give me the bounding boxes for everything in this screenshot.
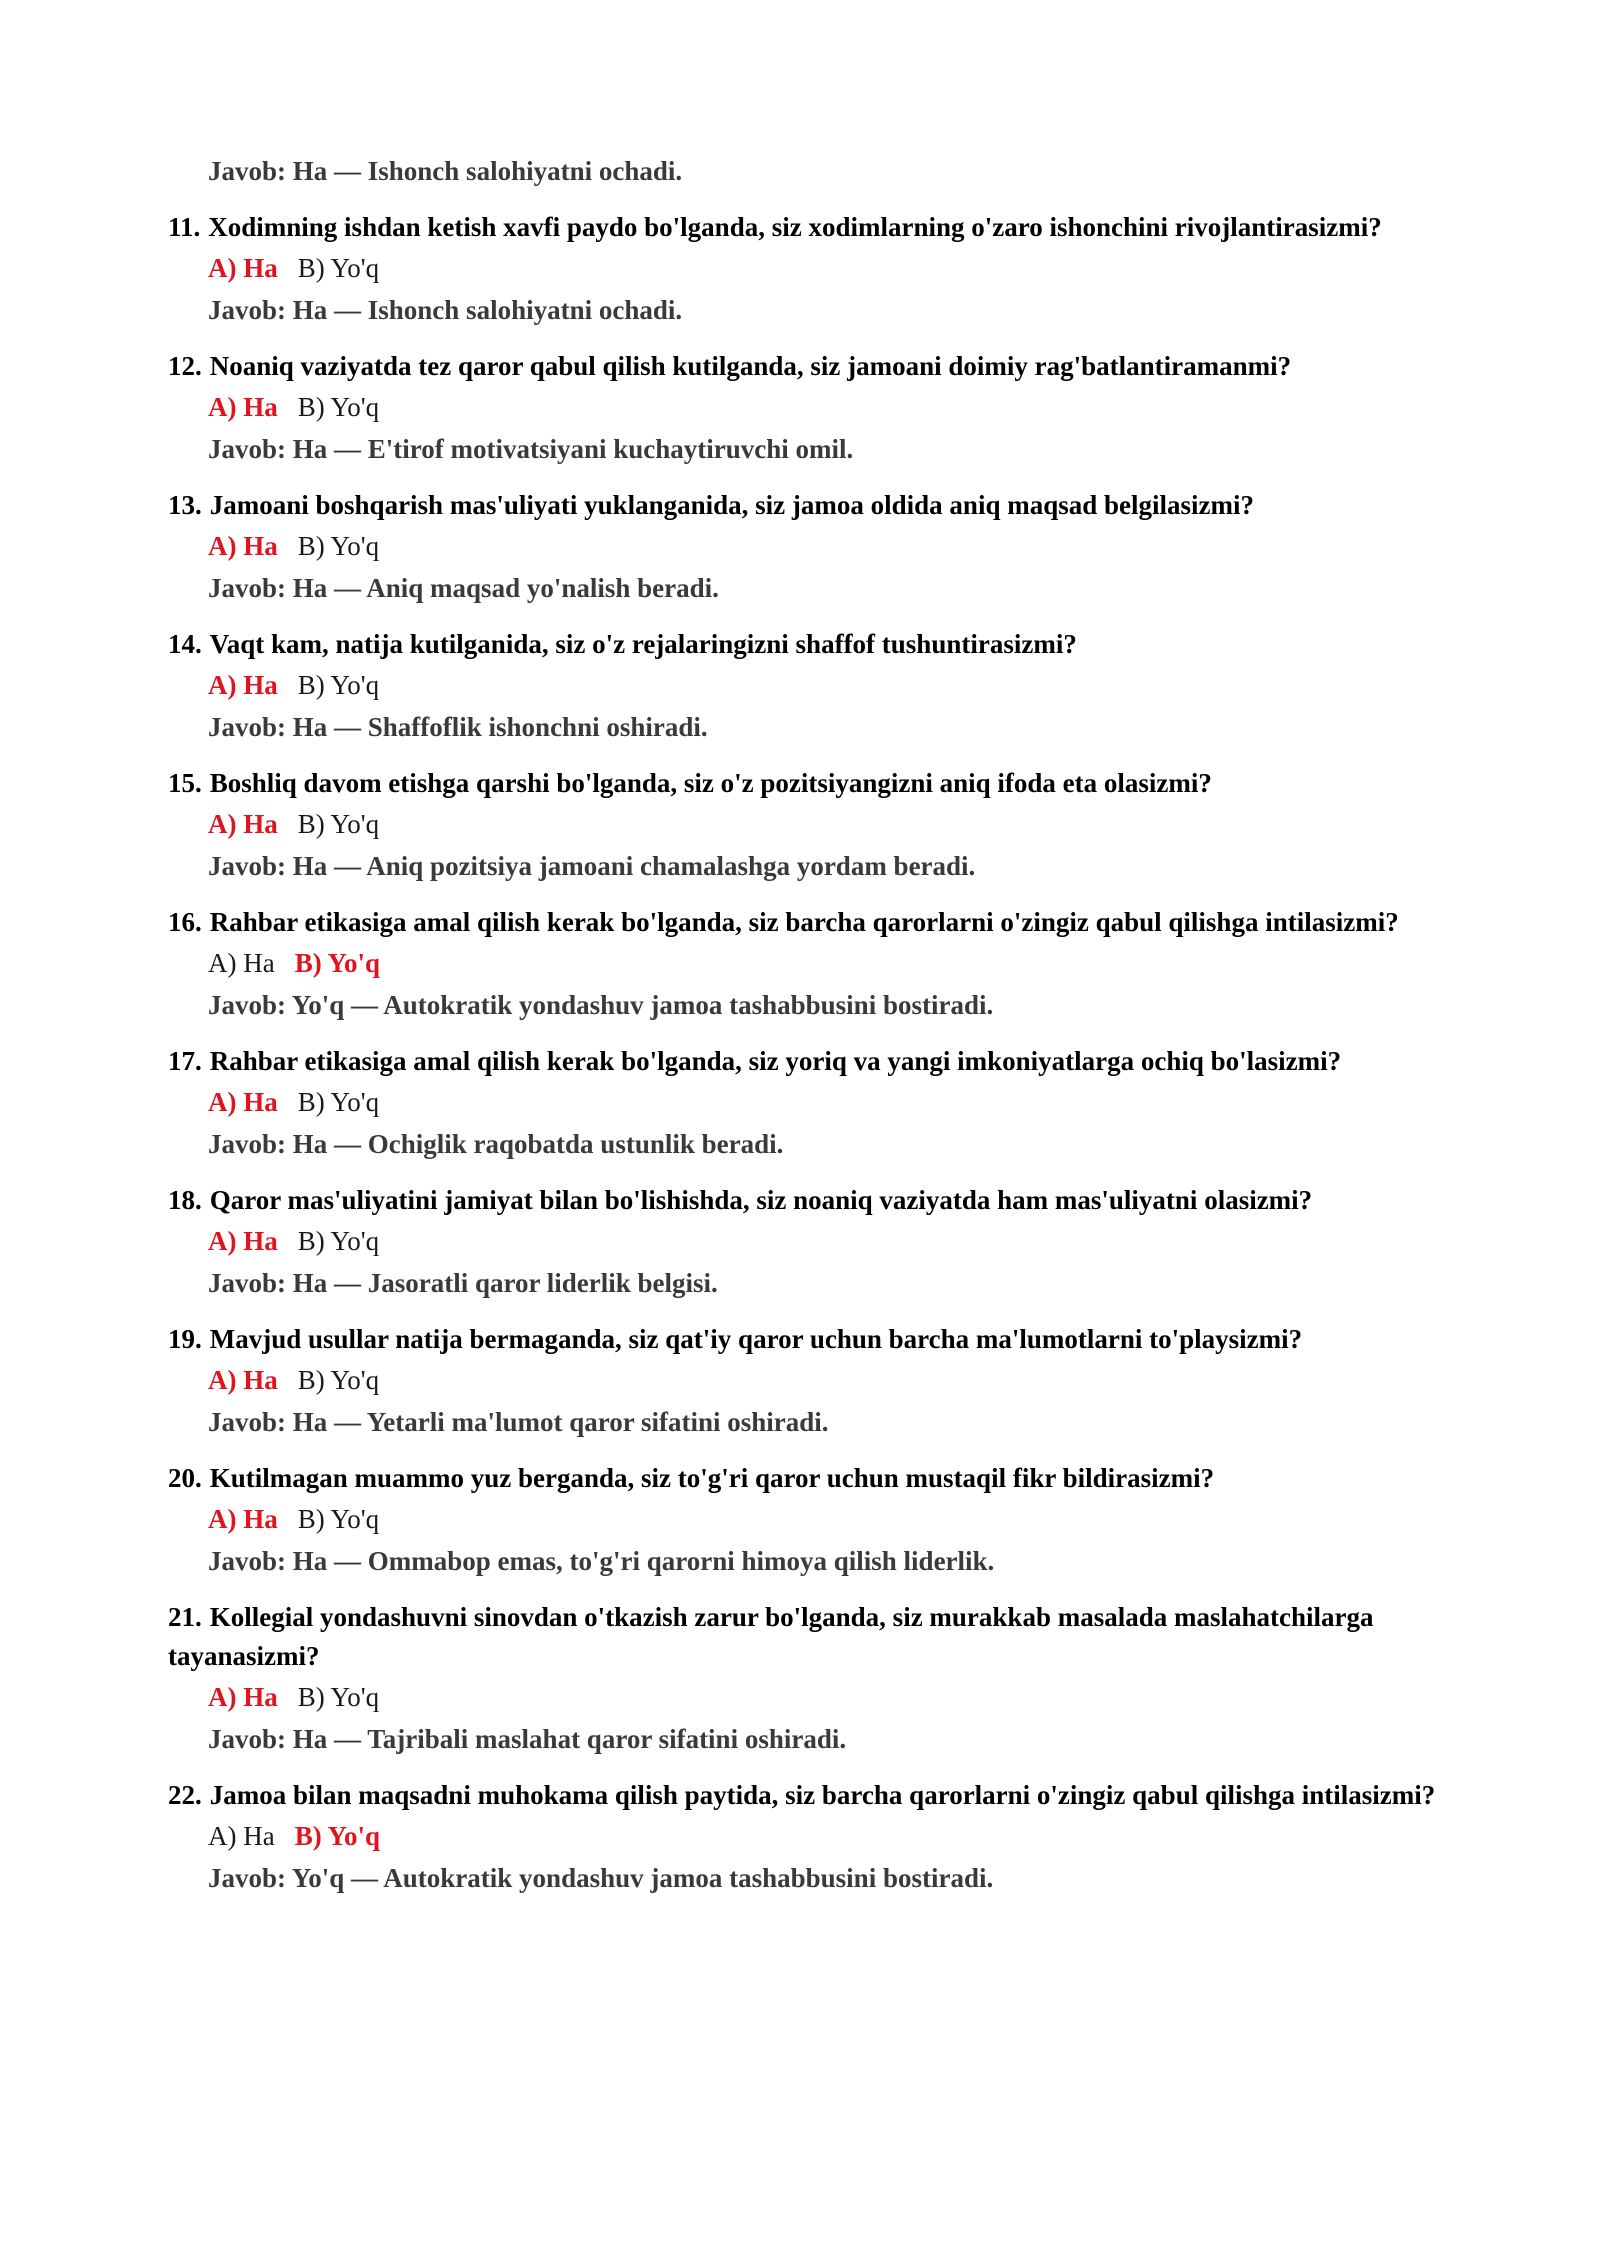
option-b: B) Yo'q <box>297 392 380 422</box>
question-number: 14. <box>168 629 202 659</box>
question-text <box>168 764 1458 803</box>
question-number: 19. <box>168 1324 202 1354</box>
question-list <box>168 208 1458 1899</box>
question-prompt: Kollegial yondashuvni sinovdan o'tkazish zarur bo'lganda, siz murakkab masalada maslahatchilarga tayanasizmi? <box>168 1602 1374 1671</box>
question-text <box>168 625 1458 664</box>
option-a: A) Ha <box>208 1682 278 1712</box>
question-text <box>168 208 1458 247</box>
answer-explanation: Javob: Ha — Yetarli ma'lumot qaror sifatini oshiradi. <box>208 1407 829 1437</box>
answer-options <box>208 1676 1458 1718</box>
question-block <box>168 1776 1458 1899</box>
question-prompt: Xodimning ishdan ketish xavfi paydo bo'lganda, siz xodimlarning o'zaro ishonchini rivojlantirasizmi? <box>208 212 1382 242</box>
question-block <box>168 208 1458 331</box>
answer-options <box>208 525 1458 567</box>
option-b: B) Yo'q <box>297 1226 380 1256</box>
option-a: A) Ha <box>208 1504 278 1534</box>
question-number: 16. <box>168 907 202 937</box>
answer-explanation: Javob: Ha — Ochiglik raqobatda ustunlik beradi. <box>208 1129 784 1159</box>
answer-explanation: Javob: Ha — Aniq pozitsiya jamoani chamalashga yordam beradi. <box>208 851 976 881</box>
answer-options <box>208 1081 1458 1123</box>
question-prompt: Qaror mas'uliyatini jamiyat bilan bo'lishishda, siz noaniq vaziyatda ham mas'uliyatni olasizmi? <box>209 1185 1313 1215</box>
answer-explanation: Javob: Yo'q — Autokratik yondashuv jamoa tashabbusini bostiradi. <box>208 1863 994 1893</box>
answer-explanation: Javob: Ha — Jasoratli qaror liderlik belgisi. <box>208 1268 718 1298</box>
answer-explanation: Javob: Ha — Shaffoflik ishonchni oshiradi. <box>208 712 708 742</box>
question-prompt: Mavjud usullar natija bermaganda, siz qat'iy qaror uchun barcha ma'lumotlarni to'playsizmi? <box>209 1324 1303 1354</box>
option-b: B) Yo'q <box>294 1821 381 1851</box>
question-prompt: Rahbar etikasiga amal qilish kerak bo'lganda, siz barcha qarorlarni o'zingiz qabul qilishga intilasizmi? <box>209 907 1399 937</box>
question-text <box>168 1320 1458 1359</box>
answer-explanation: Javob: Ha — Ishonch salohiyatni ochadi. <box>208 295 683 325</box>
question-block <box>168 1320 1458 1443</box>
option-b: B) Yo'q <box>297 531 380 561</box>
answer-explanation: Javob: Ha — Tajribali maslahat qaror sifatini oshiradi. <box>208 1724 847 1754</box>
answer-options <box>208 1498 1458 1540</box>
question-block <box>168 1598 1458 1760</box>
option-b: B) Yo'q <box>297 1365 380 1395</box>
question-block <box>168 347 1458 470</box>
answer-options <box>208 1220 1458 1262</box>
answer-explanation: Javob: Ha — Aniq maqsad yo'nalish beradi. <box>208 573 719 603</box>
answer-options <box>208 1815 1458 1857</box>
answer-options <box>208 803 1458 845</box>
answer-explanation: Javob: Ha — Ommabop emas, to'g'ri qarorni himoya qilish liderlik. <box>208 1546 995 1576</box>
intro-answer: Javob: Ha — Ishonch salohiyatni ochadi. <box>208 156 683 186</box>
question-number: 11. <box>168 212 201 242</box>
question-number: 13. <box>168 490 202 520</box>
question-number: 22. <box>168 1780 202 1810</box>
question-prompt: Vaqt kam, natija kutilganida, siz o'z rejalaringizni shaffof tushuntirasizmi? <box>209 629 1077 659</box>
option-a: A) Ha <box>208 1226 278 1256</box>
option-b: B) Yo'q <box>297 1682 380 1712</box>
question-block <box>168 1459 1458 1582</box>
question-prompt: Boshliq davom etishga qarshi bo'lganda, siz o'z pozitsiyangizni aniq ifoda eta olasizmi? <box>209 768 1212 798</box>
answer-options <box>208 942 1458 984</box>
option-a: A) Ha <box>208 392 278 422</box>
answer-explanation: Javob: Yo'q — Autokratik yondashuv jamoa tashabbusini bostiradi. <box>208 990 994 1020</box>
question-block <box>168 1181 1458 1304</box>
question-block <box>168 903 1458 1026</box>
question-number: 20. <box>168 1463 202 1493</box>
question-text <box>168 1598 1458 1676</box>
option-b: B) Yo'q <box>297 253 380 283</box>
answer-options <box>208 1359 1458 1401</box>
question-prompt: Kutilmagan muammo yuz berganda, siz to'g'ri qaror uchun mustaqil fikr bildirasizmi? <box>209 1463 1215 1493</box>
option-b: B) Yo'q <box>294 948 381 978</box>
question-prompt: Noaniq vaziyatda tez qaror qabul qilish kutilganda, siz jamoani doimiy rag'batlantiramanmi? <box>209 351 1292 381</box>
question-block <box>168 486 1458 609</box>
option-a: A) Ha <box>208 1087 278 1117</box>
option-b: B) Yo'q <box>297 809 380 839</box>
question-block <box>168 625 1458 748</box>
answer-options <box>208 386 1458 428</box>
question-text <box>168 486 1458 525</box>
question-block <box>168 764 1458 887</box>
option-a: A) Ha <box>208 948 275 978</box>
option-a: A) Ha <box>208 531 278 561</box>
question-prompt: Rahbar etikasiga amal qilish kerak bo'lganda, siz yoriq va yangi imkoniyatlarga ochiq bo'lasizmi? <box>209 1046 1342 1076</box>
question-text <box>168 1042 1458 1081</box>
option-b: B) Yo'q <box>297 670 380 700</box>
option-a: A) Ha <box>208 1821 275 1851</box>
question-block <box>168 1042 1458 1165</box>
question-text <box>168 903 1458 942</box>
question-prompt: Jamoani boshqarish mas'uliyati yuklanganida, siz jamoa oldida aniq maqsad belgilasizmi? <box>209 490 1254 520</box>
document-page <box>168 150 1458 1899</box>
question-text <box>168 1181 1458 1220</box>
answer-explanation: Javob: Ha — E'tirof motivatsiyani kuchaytiruvchi omil. <box>208 434 854 464</box>
question-number: 17. <box>168 1046 202 1076</box>
answer-options <box>208 664 1458 706</box>
question-number: 15. <box>168 768 202 798</box>
question-number: 21. <box>168 1602 202 1632</box>
option-b: B) Yo'q <box>297 1087 380 1117</box>
question-text <box>168 347 1458 386</box>
option-a: A) Ha <box>208 253 278 283</box>
option-a: A) Ha <box>208 670 278 700</box>
question-prompt: Jamoa bilan maqsadni muhokama qilish paytida, siz barcha qarorlarni o'zingiz qabul qilishga intilasizmi? <box>209 1780 1436 1810</box>
question-number: 18. <box>168 1185 202 1215</box>
option-b: B) Yo'q <box>297 1504 380 1534</box>
answer-options <box>208 247 1458 289</box>
question-number: 12. <box>168 351 202 381</box>
option-a: A) Ha <box>208 1365 278 1395</box>
question-text <box>168 1776 1458 1815</box>
question-text <box>168 1459 1458 1498</box>
option-a: A) Ha <box>208 809 278 839</box>
